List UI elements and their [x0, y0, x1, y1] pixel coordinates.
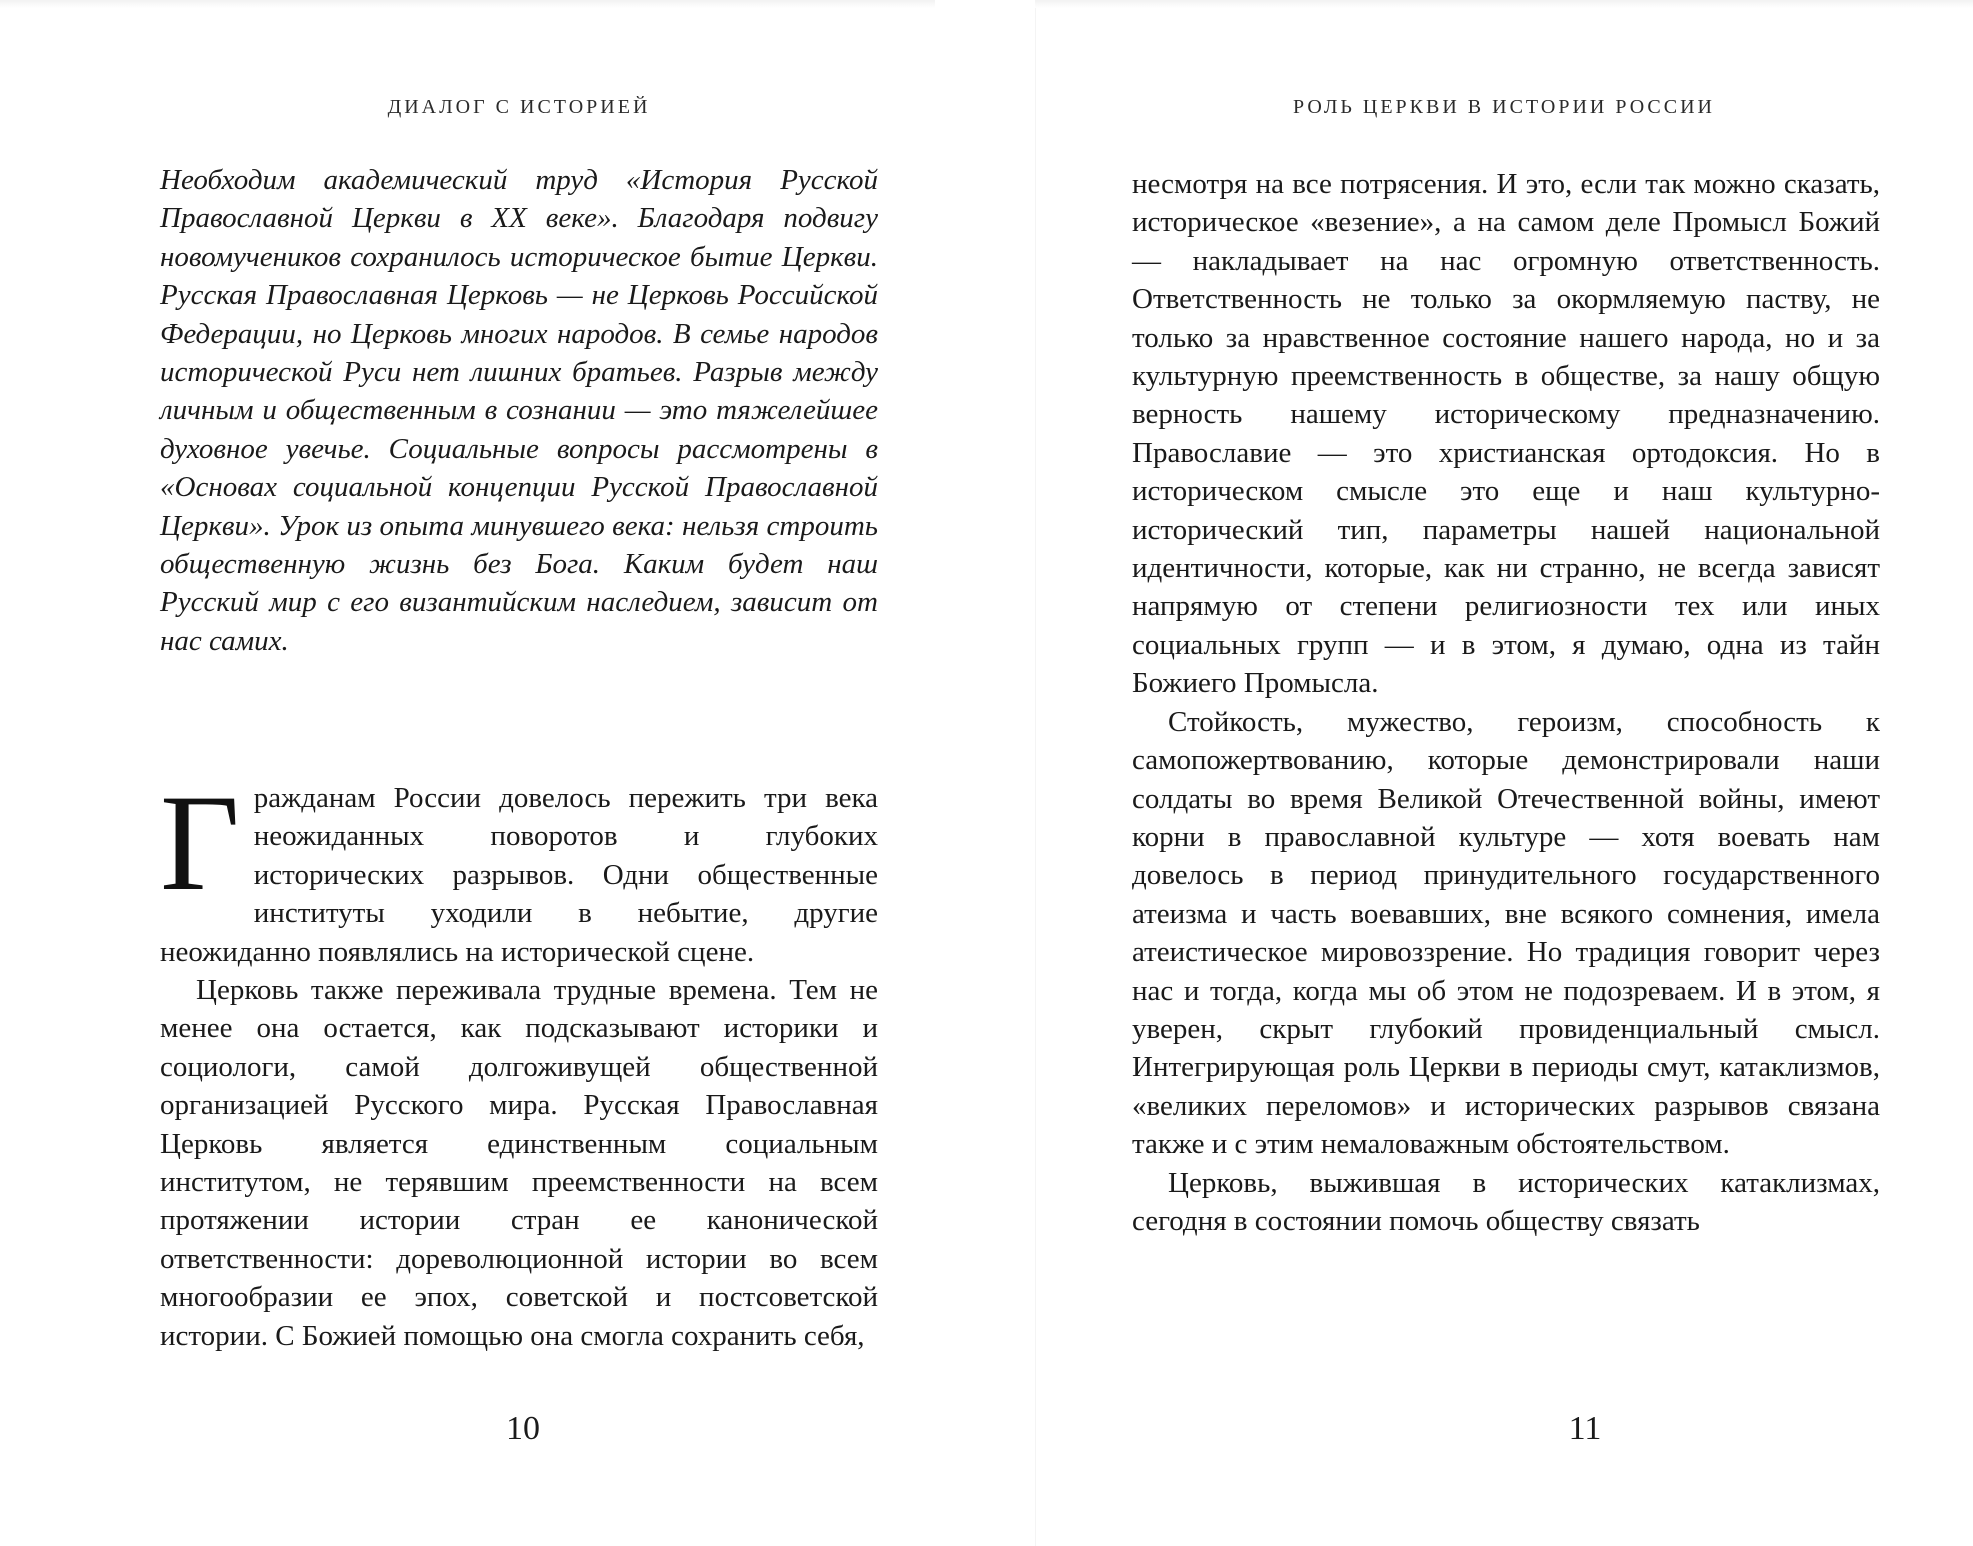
body-text [160, 766, 878, 1355]
scan-edge-shadow [1035, 0, 1973, 8]
body-text [1132, 165, 1880, 1240]
scan-edge-shadow [0, 0, 935, 8]
page-number: 11 [1568, 1410, 1602, 1447]
paragraph: Церковь, выжившая в исторических катаклизмах, сегодня в состоянии помочь обществу связать [1132, 1166, 1880, 1237]
paragraph [160, 766, 878, 971]
paragraph: Стойкость, мужество, героизм, способность к самопожертвованию, которые демонстрировали наши солдаты во время Великой Отечественной войны, имеют корни в православной культуре — хотя воевать нам довелось в период принудительного государственного атеизма и часть воевавших, вне всякого сомнения, имела атеистическое мировоззрение. Но традиция говорит через нас и тогда, когда мы об этом не подозреваем. И в этом, я уверен, скрыт глубокий провиденциальный смысл. Интегрирующая роль Церкви в периоды смут, катаклизмов, «великих переломов» и исторических разрывов связана также и с этим немаловажным обстоятельством. [1132, 705, 1880, 1161]
epigraph [160, 161, 878, 660]
running-head: ДИАЛОГ С ИСТОРИЕЙ [387, 96, 651, 118]
page-number: 10 [506, 1410, 540, 1447]
right-page [1035, 0, 1973, 1546]
drop-cap: Г [160, 766, 240, 919]
epigraph-text: Необходим академический труд «История Русской Православной Церкви в XX веке». Благодаря подвигу новомучеников сохранилось историческое бытие Церкви. Русская Православная Церковь — не Церковь Российской Федерации, но Церковь многих народов. В семье народов исторической Руси нет лишних братьев. Разрыв между личным и общественным в сознании — это тяжелейшее духовное увечье. Социальные вопросы рассмотрены в «Основах социальной концепции Русской Православной Церкви». Урок из опыта минувшего века: нельзя строить общественную жизнь без Бога. Каким будет наш Русский мир с его византийским наследием, зависит от нас самих. [160, 164, 878, 657]
running-head: РОЛЬ ЦЕРКВИ В ИСТОРИИ РОССИИ [1293, 96, 1715, 118]
paragraph: несмотря на все потрясения. И это, если так можно сказать, историческое «везение», а на самом деле Промысл Божий — накладывает на нас огромную ответственность. Ответственность не только за окормляемую паству, не только за нравственное состояние нашего народа, но и за культурную преемственность в обществе, за нашу общую верность нашему историческому предназначению. Православие — это христианская ортодоксия. Но в историческом смысле это еще и наш культурно-исторический тип, параметры нашей национальной идентичности, которые, как ни странно, не всегда зависят напрямую от степени религиозности тех или иных социальных групп — и в этом, я думаю, одна из тайн Божиего Промысла. [1132, 168, 1880, 700]
paragraph-text: ражданам России довелось пережить три века неожиданных поворотов и глубоких исторических разрывов. Одни общественные институты уходили в небытие, другие неожиданно появлялись на исторической сцене. [160, 782, 878, 968]
paragraph: Церковь также переживала трудные времена. Тем не менее она остается, как подсказывают историки и социологи, самой долгоживущей общественной организацией Русского мира. Русская Православная Церковь является единственным социальным институтом, не терявшим преемственности на всем протяжении истории стран ее канонической ответственности: дореволюционной истории во всем многообразии ее эпох, советской и постсоветской истории. С Божией помощью она смогла сохранить себя, [160, 974, 878, 1352]
